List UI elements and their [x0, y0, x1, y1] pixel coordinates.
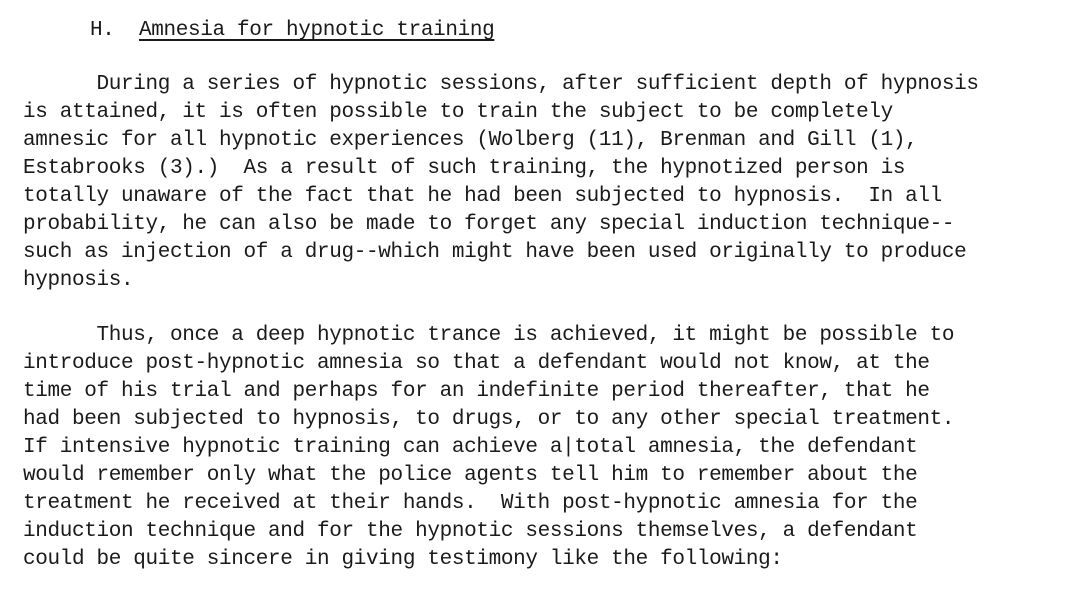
text-line: During a series of hypnotic sessions, after sufficient depth of hypnosis [23, 73, 979, 96]
section-marker: H. [90, 19, 115, 42]
text-line: would remember only what the police agents tell him to remember about the [23, 464, 918, 487]
text-line: treatment he received at their hands. With post-hypnotic amnesia for the [23, 492, 918, 515]
text-line: probability, he can also be made to forget any special induction technique-- [23, 213, 955, 236]
section-title: Amnesia for hypnotic training [139, 19, 495, 42]
text-line: hypnosis. [23, 269, 134, 292]
text-line: is attained, it is often possible to train the subject to be completely [23, 101, 893, 124]
text-line: amnesic for all hypnotic experiences (Wolberg (11), Brenman and Gill (1), [23, 129, 918, 152]
text-line: totally unaware of the fact that he had been subjected to hypnosis. In all [23, 185, 942, 208]
text-line: Thus, once a deep hypnotic trance is achieved, it might be possible to [23, 324, 955, 347]
section-heading [90, 18, 494, 44]
text-line: had been subjected to hypnosis, to drugs, or to any other special treatment. [23, 408, 955, 431]
text-line: If intensive hypnotic training can achieve a|total amnesia, the defendant [23, 436, 918, 459]
text-line: time of his trial and perhaps for an indefinite period thereafter, that he [23, 380, 930, 403]
text-line: could be quite sincere in giving testimony like the following: [23, 548, 783, 571]
text-line: introduce post-hypnotic amnesia so that a defendant would not know, at the [23, 352, 930, 375]
text-line: induction technique and for the hypnotic sessions themselves, a defendant [23, 520, 918, 543]
text-line: Estabrooks (3).) As a result of such training, the hypnotized person is [23, 157, 906, 180]
text-line: such as injection of a drug--which might have been used originally to produce [23, 241, 967, 264]
